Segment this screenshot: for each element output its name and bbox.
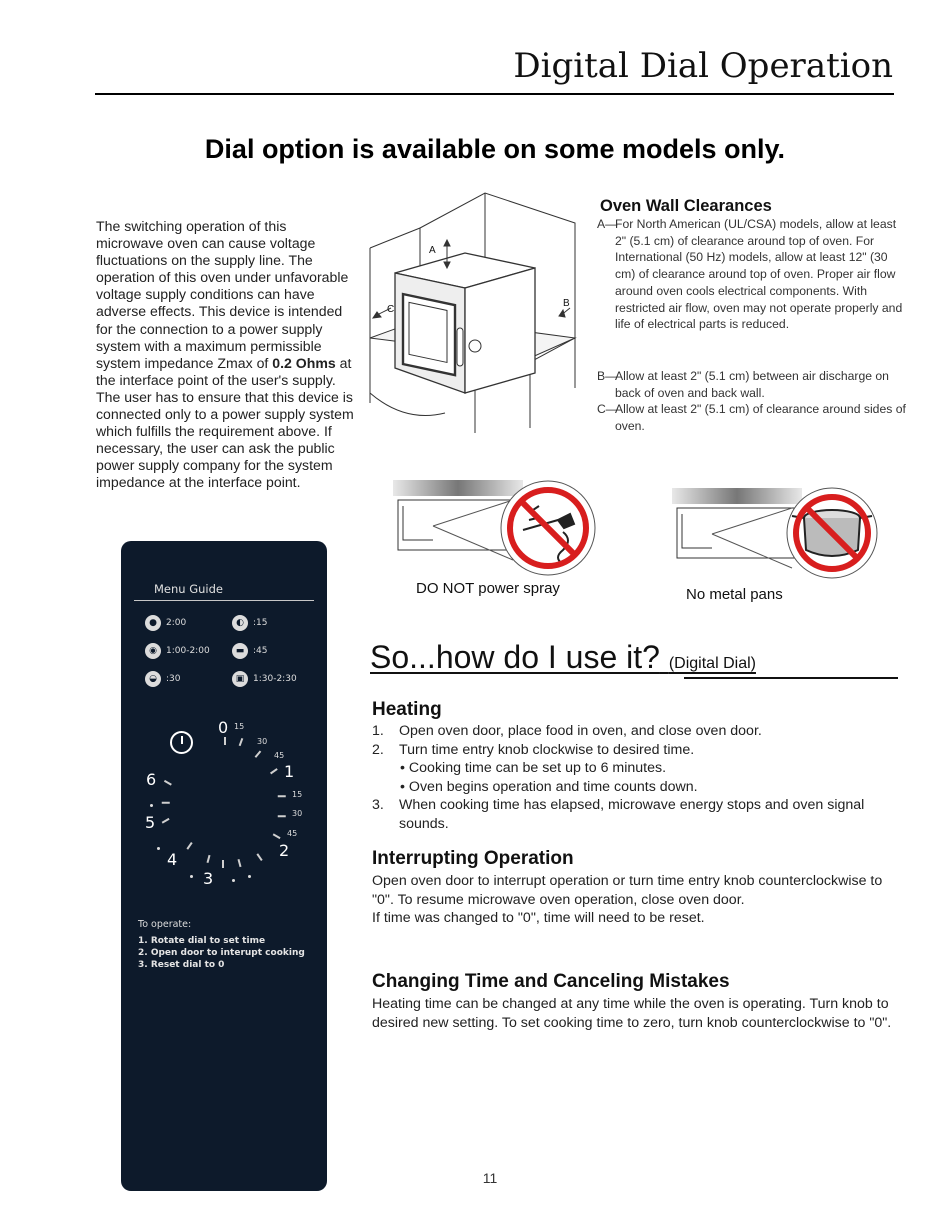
interrupting-paragraph: Open oven door to interrupt operation or turn time entry knob counterclockwise to "0". To resume microwave oven operation, close oven door. — [372, 873, 883, 908]
heating-step — [372, 796, 892, 833]
heating-heading: Heating — [372, 699, 442, 720]
no-metal-pans-illustration — [672, 478, 887, 588]
potato-icon: ● — [145, 615, 161, 631]
dial-minor-label: 15 — [292, 790, 303, 799]
usage-section-rule — [684, 677, 898, 679]
dial-number-4: 4 — [167, 850, 178, 869]
clearance-label-c: C — [387, 304, 395, 315]
power-spray-caption: DO NOT power spray — [416, 580, 560, 597]
clearance-label-b: B — [563, 298, 570, 309]
menu-item — [145, 671, 180, 687]
dial-tick — [257, 853, 263, 860]
dial-tick — [238, 859, 242, 867]
menu-guide-heading: Menu Guide — [154, 582, 223, 596]
clearance-label-a: A — [429, 245, 436, 256]
menu-time: :15 — [253, 618, 268, 628]
clearance-item-a — [597, 216, 907, 333]
sandwich-icon: ▬ — [232, 643, 248, 659]
dial-tick — [278, 815, 286, 817]
heating-steps — [372, 722, 892, 834]
dial-panel — [121, 541, 327, 1191]
clearance-letter: B— — [597, 369, 618, 383]
dial-tick — [273, 833, 281, 838]
dial-number-2: 2 — [279, 841, 290, 860]
step-text: Turn time entry knob clockwise to desired time. — [399, 741, 695, 758]
clearance-text: Allow at least 2" (5.1 cm) between air discharge on back of oven and back wall. — [615, 369, 889, 400]
menu-item — [232, 615, 267, 631]
operate-step: 1. Rotate dial to set time — [138, 936, 266, 946]
clearances-heading: Oven Wall Clearances — [600, 197, 772, 215]
clearance-text: Allow at least 2" (5.1 cm) of clearance around sides of oven. — [615, 402, 906, 433]
dial-tick — [162, 802, 170, 804]
dial-dot — [150, 804, 153, 807]
dial-tick — [255, 750, 261, 757]
heating-step — [372, 722, 892, 741]
dial-dot — [232, 879, 235, 882]
clock-icon — [170, 731, 193, 754]
clearance-item-c — [597, 401, 907, 434]
dial-dot — [190, 875, 193, 878]
dial-tick — [207, 855, 211, 863]
step-number: 1. — [372, 723, 384, 739]
usage-section-title — [370, 639, 756, 676]
notice-text-b: at the interface point of the user's supply. The user has to ensure that this device is connected only to a power supply system which fulfills the requirement above. If necessary, the user can ask the public power supply company for the system impedance at the interface point. — [96, 354, 354, 491]
dial-minor-label: 45 — [274, 751, 285, 760]
menu-item — [232, 671, 297, 687]
oven-clearance-diagram — [365, 188, 585, 433]
heating-bullet: • Cooking time can be set up to 6 minutes. — [400, 760, 667, 777]
menu-item — [232, 643, 267, 659]
step-number: 2. — [372, 741, 384, 758]
dial-minor-label: 45 — [287, 829, 298, 838]
page-title: Digital Dial Operation — [513, 46, 893, 86]
dial-number-5: 5 — [145, 813, 156, 832]
notice-impedance-value: 0.2 Ohms — [272, 354, 336, 371]
dial-tick — [239, 738, 243, 746]
heating-step — [372, 741, 892, 760]
clearance-text: For North American (UL/CSA) models, allow at least 2" (5.1 cm) of clearance around top of oven. For International (50 Hz) models, allow at least 12" (30 cm) of clearance around top of oven. Proper air flow around oven cools electrical components. With restricted air flow, oven may not operate properly and life of electrical parts is reduced. — [615, 217, 903, 332]
model-note-heading: Dial option is available on some models only. — [204, 134, 786, 164]
interrupting-paragraph: If time was changed to "0", time will need to be reset. — [372, 910, 705, 927]
metal-pans-caption: No metal pans — [686, 586, 783, 603]
operate-step: 3. Reset dial to 0 — [138, 960, 225, 970]
dial-dot — [248, 875, 251, 878]
dial-tick — [164, 780, 172, 785]
heating-bullet: • Oven begins operation and time counts down. — [400, 778, 698, 795]
beverage-icon: ◐ — [232, 615, 248, 631]
dial-number-6: 6 — [146, 770, 157, 789]
menu-time: 1:30-2:30 — [253, 674, 297, 684]
dial-tick — [278, 795, 286, 797]
step-text: When cooking time has elapsed, microwave energy stops and oven signal sounds. — [399, 797, 865, 832]
bullet-text: Cooking time can be set up to 6 minutes. — [408, 760, 667, 777]
dial-minor-label: 30 — [257, 737, 268, 746]
dial-tick — [270, 768, 277, 774]
changing-paragraph: Heating time can be changed at any time while the oven is operating. Turn knob to desired new setting. To set cooking time to zero, turn knob counterclockwise to "0". — [372, 996, 892, 1031]
menu-time: 2:00 — [166, 618, 187, 628]
operate-step: 2. Open door to interupt cooking — [138, 948, 305, 958]
dial-number-0: 0 — [218, 718, 229, 737]
changing-heading: Changing Time and Canceling Mistakes — [372, 971, 730, 992]
notice-text-a: The switching operation of this microwave oven can cause voltage fluctuations on the supply line. The operation of this oven under unfavorable voltage supply conditions can have adverse effects. This device is intended for the connection to a power supply system with a maximum permissible system impedance Zmax of — [96, 218, 349, 371]
menu-time: 1:00-2:00 — [166, 646, 210, 656]
dial-minor-label: 30 — [292, 809, 303, 818]
clearance-letter: A— — [597, 217, 618, 231]
dial-number-1: 1 — [284, 762, 295, 781]
no-power-spray-illustration — [393, 470, 603, 580]
usage-title-text: So...how do I use it? — [370, 639, 660, 675]
voltage-notice — [96, 218, 354, 492]
dial-tick — [162, 818, 170, 823]
clearance-item-b — [597, 368, 907, 401]
interrupting-heading: Interrupting Operation — [372, 848, 574, 869]
usage-title-suffix: (Digital Dial) — [668, 655, 756, 672]
operate-heading: To operate: — [138, 919, 192, 930]
menu-item — [145, 615, 186, 631]
menu-item — [145, 643, 210, 659]
dial-tick — [187, 842, 193, 849]
menu-time: :30 — [166, 674, 181, 684]
title-rule — [95, 93, 894, 95]
soup-icon: ◒ — [145, 671, 161, 687]
dial-tick — [224, 737, 226, 745]
menu-time: :45 — [253, 646, 268, 656]
page-number: 11 — [482, 1170, 498, 1186]
dial-minor-label: 15 — [234, 722, 245, 731]
interrupting-body — [372, 872, 892, 928]
dial-tick — [222, 860, 224, 868]
dinner-plate-icon: ◉ — [145, 643, 161, 659]
bullet-text: Oven begins operation and time counts down. — [408, 778, 698, 795]
clearance-letter: C— — [597, 402, 618, 416]
menu-guide-rule — [134, 600, 314, 601]
dial-dot — [157, 847, 160, 850]
step-text: Open oven door, place food in oven, and close oven door. — [399, 723, 762, 739]
frozen-meal-icon: ▣ — [232, 671, 248, 687]
step-number: 3. — [372, 797, 384, 814]
dial-number-3: 3 — [203, 869, 214, 888]
